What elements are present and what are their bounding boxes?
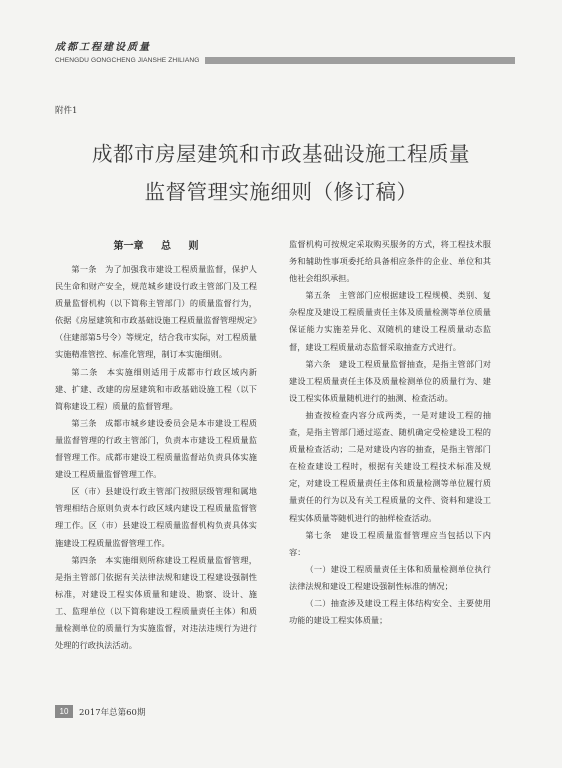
article-paragraph: 第五条 主管部门应根据建设工程规模、类别、复杂程度及建设工程质量责任主体及质量检测等单位质量保证能力实施差异化、双随机的建设工程质量动态监督，建设工程质量动态监督采取抽查方式进行。 (289, 290, 491, 352)
article-paragraph: 第三条 成都市城乡建设委员会是本市建设工程质量监督管理的行政主管部门，负责本市建设工程质量监督管理工作。成都市建设工程质量监督站负责具体实施建设工程质量监督管理工作。 (55, 417, 257, 480)
issue-label: 2017年总第60期 (79, 707, 146, 718)
page-footer (55, 705, 145, 718)
page-number: 10 (55, 705, 73, 718)
article-paragraph: 监督机构可按规定采取购买服务的方式，将工程技术服务和辅助性事项委托给具备相应条件的企业、单位和其他社会组织承担。 (289, 239, 491, 284)
article-paragraph: （一）建设工程质量责任主体和质量检测单位执行法律法规和建设工程建设强制性标准的情况； (289, 563, 491, 591)
article-paragraph: 第六条 建设工程质量监督抽查，是指主管部门对建设工程质量责任主体及质量检测单位的质量行为、建设工程实体质量随机进行的抽测、检查活动。 (289, 358, 491, 403)
chapter-heading: 第一章 总 则 (113, 241, 199, 252)
article-paragraph: 第一条 为了加强我市建设工程质量监督，保护人民生命和财产安全，规范城乡建设行政主管部门及工程质量监督机构（以下简称主管部门）的质量监督行为，依据《房屋建筑和市政基础设施工程质量监督管理规定》（住建部第5号令）等规定，结合我市实际，对工程质量实施精准管控、标准化管理，制订本实施细则。 (55, 264, 257, 360)
document-title-line-2: 监督管理实施细则（修订稿） (144, 180, 418, 204)
annex-label: 附件1 (55, 106, 78, 116)
article-paragraph: 第二条 本实施细则适用于成都市行政区域内新建、扩建、改建的房屋建筑和市政基础设施工程（以下简称建设工程）质量的监督管理。 (55, 366, 257, 411)
magazine-name-en: CHENGDU GONGCHENG JIANSHE ZHILIANG (55, 57, 200, 64)
right-column (289, 236, 491, 629)
header-divider-bar (205, 57, 515, 64)
article-paragraph: 第四条 本实施细则所称建设工程质量监督管理，是指主管部门依据有关法律法规和建设工程建设强制性标准，对建设工程实体质量和建设、勘察、设计、施工、监理单位（以下简称建设工程质量责任主体）和质量检测单位的质量行为实施监督，对违法违规行为进行处理的行政执法活动。 (55, 554, 257, 651)
article-paragraph: （二）抽查涉及建设工程主体结构安全、主要使用功能的建设工程实体质量； (289, 597, 491, 626)
article-paragraph: 第七条 建设工程质量监督管理应当包括以下内容： (289, 529, 491, 557)
magazine-name-cn: 成都工程建设质量 (55, 42, 151, 53)
article-paragraph: 抽查按检查内容分成两类，一是对建设工程的抽查，是指主管部门通过巡查、随机确定受检建设工程的质量检查活动；二是对建设内容的抽查，是指主管部门在检查建设工程时，根据有关建设工程技术标准及规定，对建设工程质量责任主体和质量检测等单位履行质量责任的行为以及有关工程质量的文件、资料和建设工程实体质量等随机进行的抽样检查活动。 (289, 409, 491, 523)
magazine-header (55, 38, 515, 64)
magazine-name-row (55, 57, 515, 64)
article-paragraph: 区（市）县建设行政主管部门按照层级管理和属地管理相结合原则负责本行政区域内建设工程质量监督管理工作。区（市）县建设工程质量监督机构负责具体实施建设工程质量监督管理工作。 (55, 486, 257, 548)
left-column (55, 236, 257, 654)
document-title-line-1: 成都市房屋建筑和市政基础设施工程质量 (92, 142, 470, 166)
